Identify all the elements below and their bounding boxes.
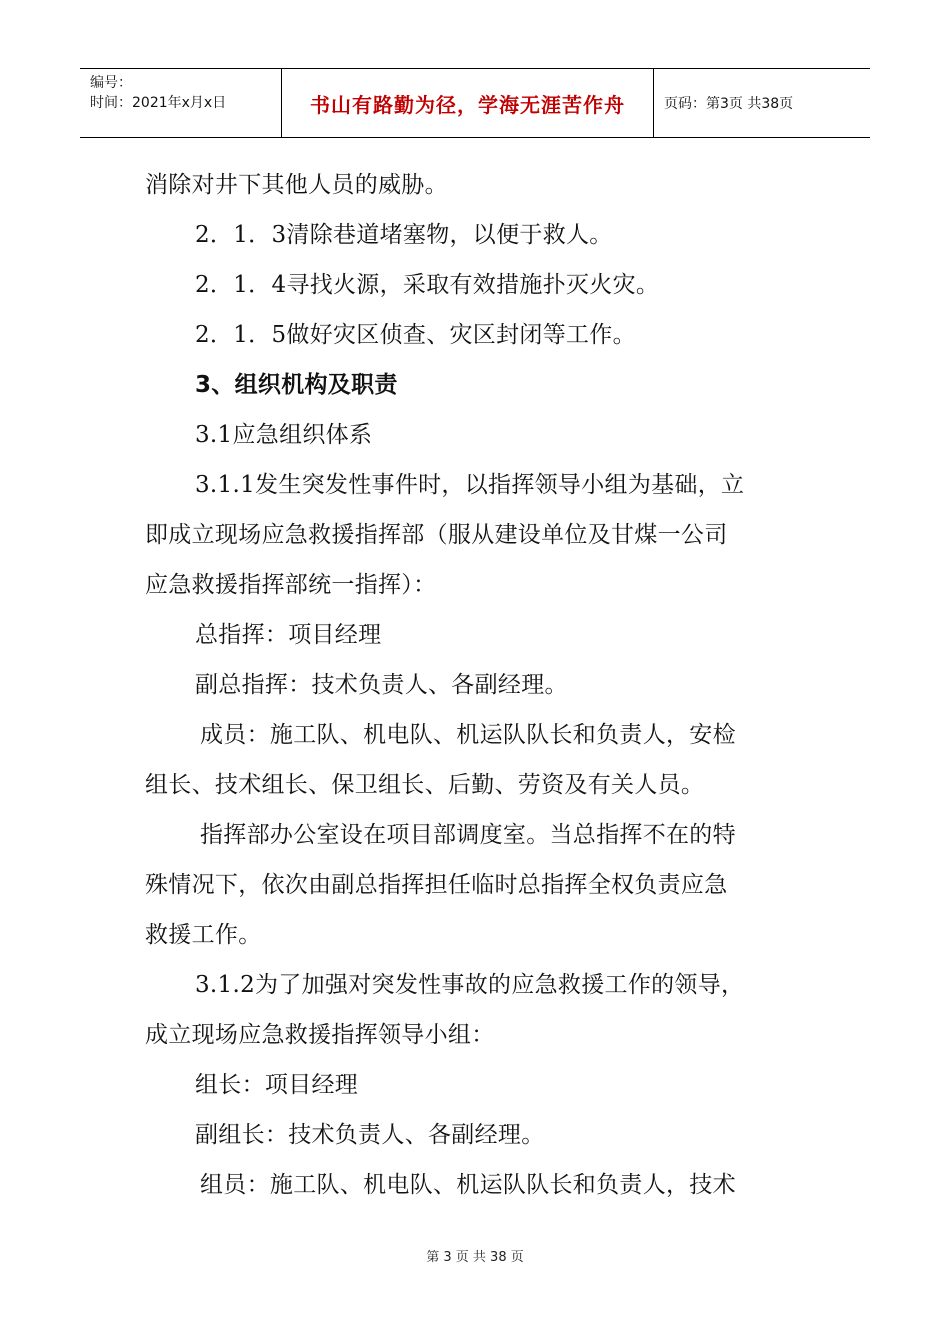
document-date: 时间：2021年x月x日 [90,95,227,111]
body-line: 3.1.1发生突发性事件时，以指挥领导小组为基础，立 [195,472,745,498]
body-line: 2．1．3清除巷道堵塞物，以便于救人。 [195,222,613,248]
body-line: 指挥部办公室设在项目部调度室。当总指挥不在的特 [200,822,736,848]
body-line: 副组长：技术负责人、各副经理。 [195,1122,545,1148]
body-line: 2．1．4寻找火源，采取有效措施扑灭火灾。 [195,272,660,298]
page-header [80,68,870,138]
header-page-info-cell [654,69,870,137]
document-number: 编号： [90,75,132,91]
body-line: 成立现场应急救援指挥领导小组： [145,1022,495,1048]
body-line: 2．1．5做好灾区侦查、灾区封闭等工作。 [195,322,636,348]
body-line: 组员：施工队、机电队、机运队队长和负责人，技术 [200,1172,736,1198]
body-line: 消除对井下其他人员的威胁。 [145,172,448,198]
body-line: 副总指挥：技术负责人、各副经理。 [195,672,568,698]
body-line: 3.1.2为了加强对突发性事故的应急救援工作的领导， [195,972,745,998]
body-line: 总指挥：项目经理 [195,622,382,648]
subsection-heading: 3.1应急组织体系 [195,422,373,448]
header-motto-cell [282,69,654,137]
page-footer: 第 3 页 共 38 页 [426,1250,524,1265]
body-line: 救援工作。 [145,922,262,948]
document-body [145,160,810,1210]
body-line: 即成立现场应急救援指挥部（服从建设单位及甘煤一公司 [145,522,728,548]
header-motto: 书山有路勤为径，学海无涯苦作舟 [310,92,625,117]
section-heading: 3、组织机构及职责 [195,372,398,398]
body-line: 应急救援指挥部统一指挥）： [145,572,437,598]
body-line: 组长：项目经理 [195,1072,359,1098]
body-line: 组长、技术组长、保卫组长、后勤、劳资及有关人员。 [145,772,705,798]
body-line: 成员：施工队、机电队、机运队队长和负责人，安检 [200,722,736,748]
header-page-info: 页码：第3页 共38页 [664,96,794,112]
header-meta [80,69,282,137]
body-line: 殊情况下，依次由副总指挥担任临时总指挥全权负责应急 [145,872,728,898]
